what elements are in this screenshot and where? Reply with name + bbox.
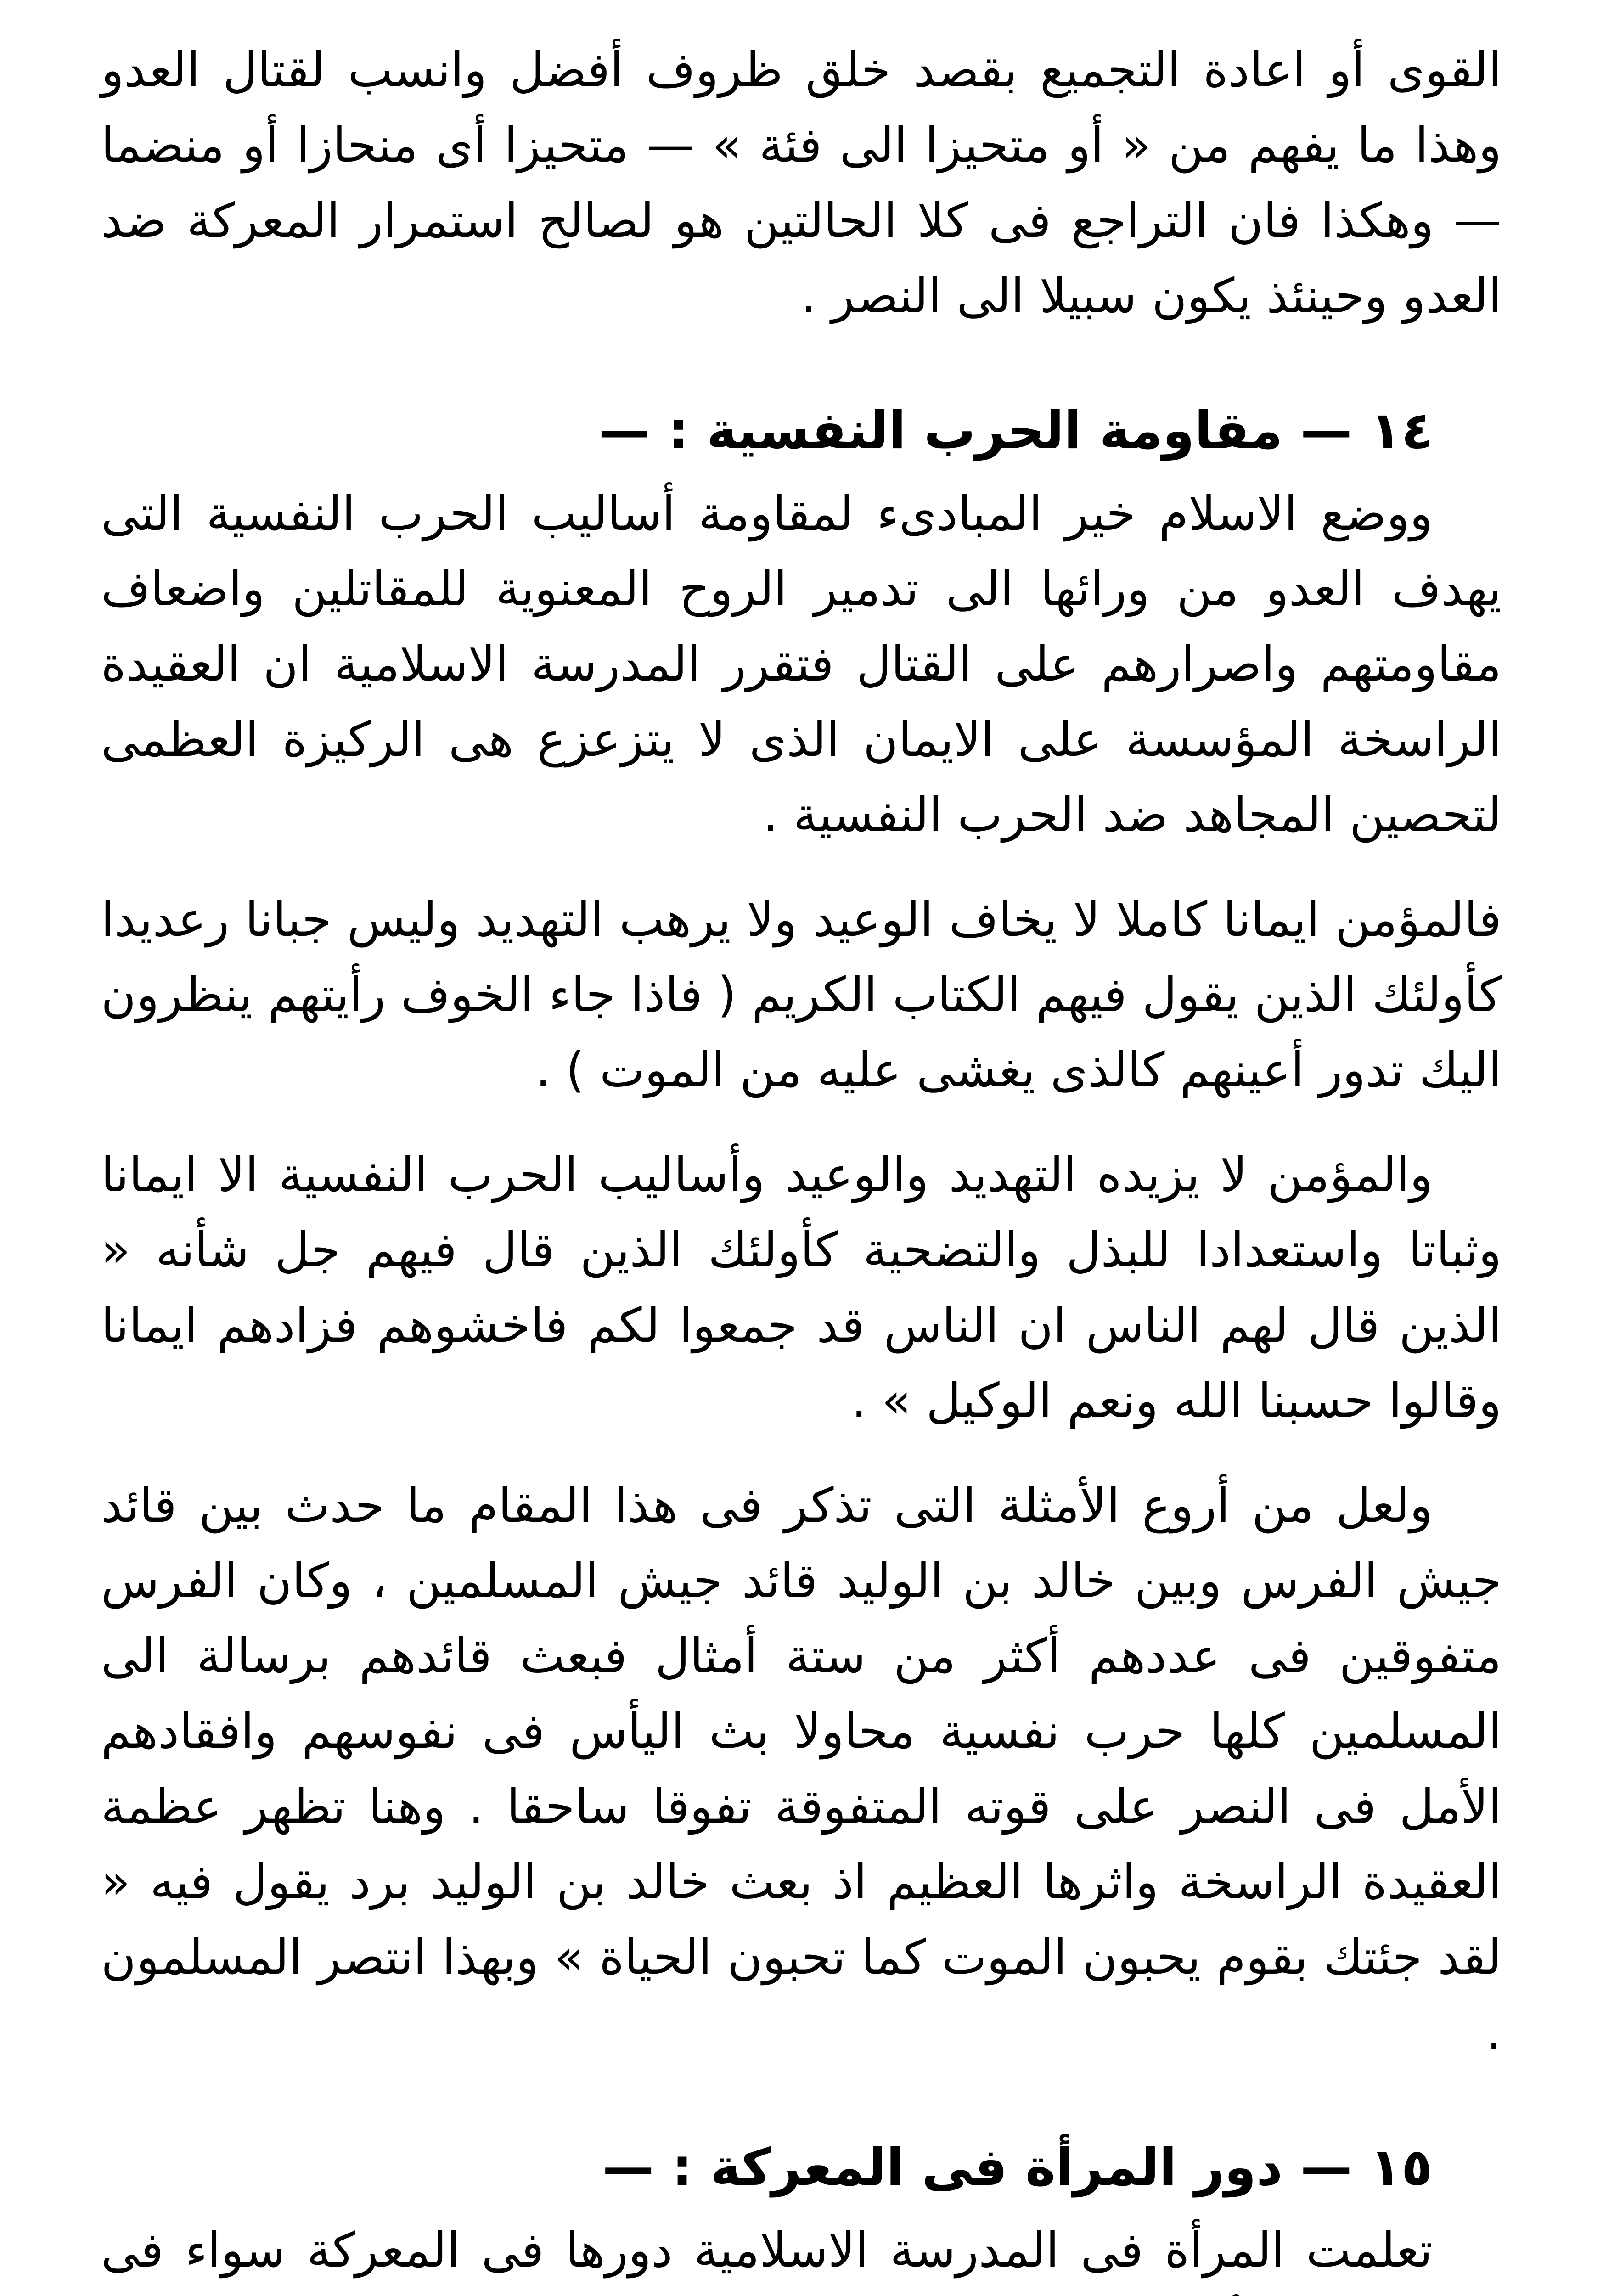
paragraph-psychological-warfare: ووضع الاسلام خير المبادىء لمقاومة أساليب الحرب النفسية التى يهدف العدو من ورائها الى تدمير الروح المعنوية للمقاتلين واضعاف مقاومتهم واصرارهم على القتال فتقرر المدرسة الاسلامية ان العقيدة الراسخة المؤسسة على الايمان الذى لا يتزعزع هى الركيزة العظمى لتحصين المجاهد ضد الحرب النفسية . <box>101 485 1502 843</box>
paragraph-continuation: القوى أو اعادة التجميع بقصد خلق ظروف أفضل وانسب لقتال العدو وهذا ما يفهم من « أو متحيزا الى فئة » — متحيزا أى منحازا أو منضما — وهكذا فان التراجع فى كلا الحالتين هو لصالح استمرار المعركة ضد العدو وحينئذ يكون سبيلا الى النصر . <box>101 42 1502 324</box>
paragraph-khalid-example: ولعل من أروع الأمثلة التى تذكر فى هذا المقام ما حدث بين قائد جيش الفرس وبين خالد بن الوليد قائد جيش المسلمين ، وكان الفرس متفوقين فى عددهم أكثر من ستة أمثال فبعث قائدهم برسالة الى المسلمين كلها حرب نفسية محاولا بث اليأس فى نفوسهم وافقادهم الأمل فى النصر على قوته المتفوقة تفوقا ساحقا . وهنا تظهر عظمة العقيدة الراسخة واثرها العظيم اذ بعث خالد بن الوليد برد يقول فيه « لقد جئتك بقوم يحبون الموت كما تحبون الحياة » وبهذا انتصر المسلمون . <box>101 1477 1502 2060</box>
section-heading-14: ١٤ — مقاومة الحرب النفسية : — <box>598 401 1433 461</box>
paragraph-believer-faith: والمؤمن لا يزيده التهديد والوعيد وأساليب الحرب النفسية الا ايمانا وثباتا واستعدادا للبذل والتضحية كأولئك الذين قال فيهم جل شأنه « الذين قال لهم الناس ان الناس قد جمعوا لكم فاخشوهم فزادهم ايمانا وقالوا حسبنا الله ونعم الوكيل » . <box>101 1147 1502 1429</box>
section-heading-15: ١٥ — دور المرأة فى المعركة : — <box>602 2138 1433 2197</box>
paragraph-woman-role: تعلمت المرأة فى المدرسة الاسلامية دورها فى المعركة سواء فى <box>101 2222 1433 2278</box>
paragraph-believer-fear: فالمؤمن ايمانا كاملا لا يخاف الوعيد ولا يرهب التهديد وليس جبانا رعديدا كأولئك الذين يقول فيهم الكتاب الكريم ( فاذا جاء الخوف رأيتهم ينظرون اليك تدور أعينهم كالذى يغشى عليه من الموت ) . <box>101 891 1502 1098</box>
document-page <box>101 32 1502 2296</box>
